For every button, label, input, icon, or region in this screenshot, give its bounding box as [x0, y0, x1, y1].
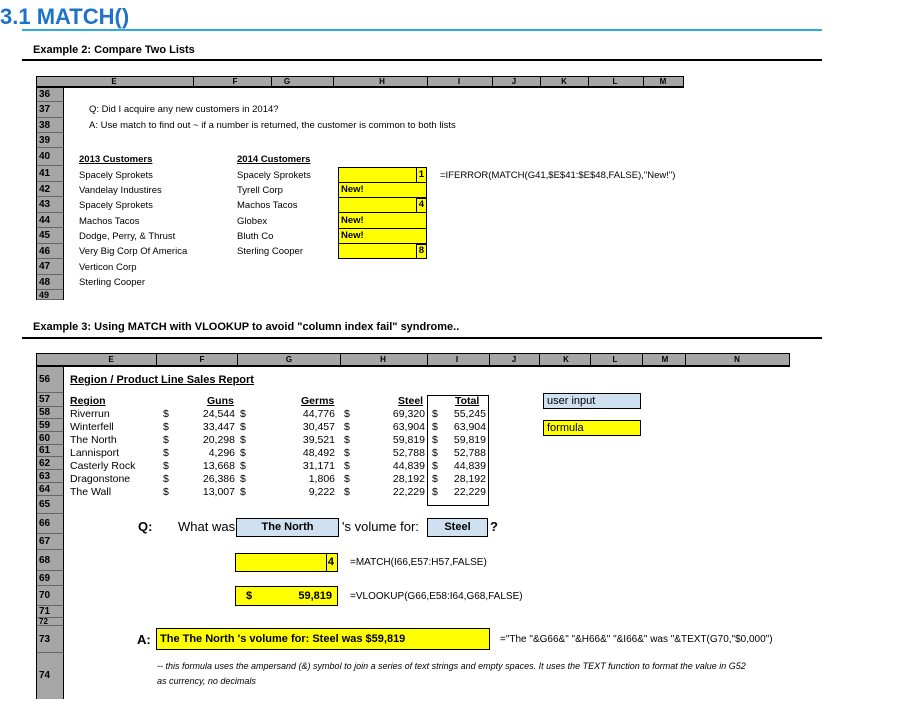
row-number: 47	[37, 259, 63, 275]
col-header-j: J	[511, 77, 517, 86]
total-cell: 59,819	[453, 434, 486, 446]
question-mid-text: 's volume for:	[342, 519, 419, 534]
region-cell: Dragonstone	[70, 473, 131, 485]
currency-symbol: $	[163, 473, 169, 485]
question-text: What was	[178, 519, 236, 534]
product-input[interactable]: Steel	[427, 518, 488, 537]
match-result-cell-i43	[416, 198, 427, 213]
currency-symbol: $	[344, 486, 350, 498]
match-result: New!	[341, 184, 364, 195]
col-header-k: K	[563, 355, 569, 364]
customer-2014: Spacely Sprokets	[237, 170, 311, 181]
example-3-rule	[22, 337, 822, 339]
germs-cell: 1,806	[308, 473, 335, 485]
match-results	[338, 167, 427, 259]
currency-symbol: $	[240, 460, 246, 472]
legend-user-input: user input	[543, 393, 641, 409]
row-number: 42	[37, 182, 63, 197]
customer-2013: Dodge, Perry, & Thrust	[79, 231, 176, 242]
germs-cell: 48,492	[302, 447, 335, 459]
ex2-row-header	[36, 88, 64, 300]
currency-symbol: $	[240, 421, 246, 433]
legend-formula: formula	[543, 420, 641, 436]
row-number: 46	[37, 244, 63, 259]
match-result: 4	[418, 199, 424, 210]
vlookup-result-value: 59,819	[298, 590, 332, 602]
currency-symbol: $	[163, 408, 169, 420]
currency-symbol: $	[163, 486, 169, 498]
ex2-column-header	[36, 76, 684, 88]
col-header-f: F	[199, 355, 205, 364]
ex2-question: Q: Did I acquire any new customers in 2014?	[89, 104, 279, 115]
guns-cell: 4,296	[208, 447, 235, 459]
currency-symbol: $	[432, 486, 438, 498]
row-number: 69	[37, 571, 63, 586]
row-number: 38	[37, 118, 63, 133]
header-steel: Steel	[398, 395, 424, 407]
note-line-2: as currency, no decimals	[157, 676, 256, 686]
steel-cell: 28,192	[392, 473, 425, 485]
col-header-l: L	[612, 77, 618, 86]
customer-2013: Spacely Sprokets	[79, 170, 153, 181]
region-cell: Lannisport	[70, 447, 120, 459]
page-title: 3.1 MATCH()	[0, 4, 130, 29]
example-2-rule	[22, 59, 822, 61]
currency-symbol: $	[240, 434, 246, 446]
currency-symbol: $	[240, 447, 246, 459]
row-number: 57	[37, 393, 63, 407]
currency-symbol: $	[163, 421, 169, 433]
row-number: 36	[37, 88, 63, 102]
col-header-l: L	[612, 355, 618, 364]
match-result-cell-border	[326, 553, 338, 572]
row-number: 45	[37, 228, 63, 244]
row-number: 73	[37, 626, 63, 653]
steel-cell: 59,819	[392, 434, 425, 446]
total-cell: 28,192	[453, 473, 486, 485]
steel-cell: 69,320	[392, 408, 425, 420]
total-cell: 22,229	[453, 486, 486, 498]
row-number: 74	[39, 670, 51, 681]
row-number: 58	[37, 407, 63, 419]
row-number: 41	[37, 166, 63, 182]
row-number: 72	[37, 618, 63, 626]
question-mark: ?	[490, 519, 498, 534]
currency-symbol: $	[432, 473, 438, 485]
col-header-g: G	[283, 77, 291, 86]
row-number: 59	[37, 419, 63, 432]
region-cell: The North	[70, 434, 117, 446]
customer-2013: Machos Tacos	[79, 216, 140, 227]
customer-2013: Vandelay Industires	[79, 185, 162, 196]
currency-symbol: $	[344, 408, 350, 420]
match-result: New!	[341, 230, 364, 241]
col-header-e: E	[108, 355, 114, 364]
guns-cell: 20,298	[202, 434, 235, 446]
customer-2014: Tyrell Corp	[237, 185, 283, 196]
header-germs: Germs	[301, 395, 335, 407]
germs-cell: 9,222	[308, 486, 335, 498]
ex3-row-header	[36, 367, 64, 699]
row-number: 66	[37, 514, 63, 534]
total-cell: 44,839	[453, 460, 486, 472]
row-number: 64	[37, 483, 63, 496]
currency-symbol: $	[163, 434, 169, 446]
currency-symbol: $	[344, 421, 350, 433]
col-header-n: N	[734, 355, 740, 364]
answer-result-cell: The The North 's volume for: Steel was $59,819	[156, 628, 490, 650]
example-3-heading: Example 3: Using MATCH with VLOOKUP to avoid "column index fail" syndrome..	[33, 321, 460, 333]
guns-cell: 13,668	[202, 460, 235, 472]
ex2-answer: A: Use match to find out ~ if a number is returned, the customer is common to both lists	[89, 120, 456, 131]
currency-symbol: $	[240, 408, 246, 420]
row-number: 37	[37, 102, 63, 118]
match-result-cell-i46	[416, 244, 427, 259]
guns-cell: 13,007	[202, 486, 235, 498]
region-cell: The Wall	[70, 486, 112, 498]
currency-symbol: $	[432, 434, 438, 446]
customer-2014: Globex	[237, 216, 268, 227]
col-header-e: E	[111, 77, 117, 86]
region-cell: Casterly Rock	[70, 460, 136, 472]
vlookup-currency-symbol: $	[246, 590, 253, 602]
customer-2013: Spacely Sprokets	[79, 200, 153, 211]
col-header-g: G	[285, 355, 293, 364]
steel-cell: 44,839	[392, 460, 425, 472]
row-number: 63	[37, 470, 63, 483]
title-underline	[22, 29, 822, 31]
row-number: 62	[37, 457, 63, 470]
answer-formula: ="The "&G66&" "&H66&" "&I66&" was "&TEXT(G70,"$0,000")	[500, 634, 773, 645]
row-number: 39	[37, 133, 63, 148]
guns-cell: 24,544	[202, 408, 235, 420]
steel-cell: 63,904	[392, 421, 425, 433]
row-number: 48	[37, 275, 63, 290]
customer-2013: Verticon Corp	[79, 262, 137, 273]
customer-2013: Sterling Cooper	[79, 277, 146, 288]
question-label: Q:	[138, 519, 153, 534]
report-title: Region / Product Line Sales Report	[70, 374, 254, 386]
row-number: 68	[37, 550, 63, 571]
row-number: 40	[37, 148, 63, 166]
total-cell: 63,904	[453, 421, 486, 433]
match-result: 1	[418, 169, 424, 180]
currency-symbol: $	[432, 421, 438, 433]
row-number: 65	[37, 496, 63, 514]
currency-symbol: $	[240, 486, 246, 498]
customer-2014: Bluth Co	[237, 231, 274, 242]
currency-symbol: $	[344, 434, 350, 446]
currency-symbol: $	[163, 447, 169, 459]
vlookup-result-cell	[235, 586, 338, 606]
col-header-m: M	[659, 77, 667, 86]
ex3-column-header	[36, 353, 790, 367]
col-header-h: H	[380, 355, 386, 364]
currency-symbol: $	[344, 473, 350, 485]
region-cell: Riverrun	[70, 408, 110, 420]
germs-cell: 44,776	[302, 408, 335, 420]
currency-symbol: $	[432, 447, 438, 459]
currency-symbol: $	[344, 460, 350, 472]
vlookup-formula: =VLOOKUP(G66,E58:I64,G68,FALSE)	[350, 591, 523, 602]
row-number: 70	[37, 586, 63, 606]
col-header-j: J	[511, 355, 517, 364]
steel-cell: 52,788	[392, 447, 425, 459]
row-number: 60	[37, 432, 63, 445]
row-number: 49	[37, 290, 63, 300]
guns-cell: 33,447	[202, 421, 235, 433]
ex2-formula: =IFERROR(MATCH(G41,$E$41:$E$48,FALSE),"New!")	[440, 170, 676, 181]
currency-symbol: $	[432, 408, 438, 420]
col-header-m: M	[661, 355, 669, 364]
region-input[interactable]: The North	[236, 518, 339, 537]
example-2-heading: Example 2: Compare Two Lists	[33, 44, 195, 56]
currency-symbol: $	[163, 460, 169, 472]
col-header-i: I	[457, 77, 461, 86]
germs-cell: 30,457	[302, 421, 335, 433]
header-2013-customers: 2013 Customers	[79, 154, 153, 165]
customer-2014: Machos Tacos	[237, 200, 298, 211]
match-result: New!	[341, 215, 364, 226]
row-number: 61	[37, 445, 63, 457]
currency-symbol: $	[344, 447, 350, 459]
col-header-i: I	[455, 355, 459, 364]
col-header-k: K	[561, 77, 567, 86]
row-number: 67	[37, 534, 63, 550]
note-line-1: -- this formula uses the ampersand (&) symbol to join a series of text strings and empty spaces. It uses the TEXT function to format the value in G52	[157, 661, 746, 671]
row-number: 43	[37, 197, 63, 213]
header-guns: Guns	[207, 395, 234, 407]
germs-cell: 31,171	[302, 460, 335, 472]
header-total: Total	[455, 395, 480, 407]
steel-cell: 22,229	[392, 486, 425, 498]
currency-symbol: $	[432, 460, 438, 472]
match-result-cell	[235, 553, 338, 572]
guns-cell: 26,386	[202, 473, 235, 485]
match-result-value: 4	[327, 556, 334, 568]
col-header-h: H	[379, 77, 385, 86]
total-cell: 55,245	[453, 408, 486, 420]
row-number: 56	[37, 367, 63, 393]
currency-symbol: $	[240, 473, 246, 485]
col-header-f: F	[232, 77, 238, 86]
header-region: Region	[70, 395, 106, 407]
region-cell: Winterfell	[70, 421, 114, 433]
customer-2014: Sterling Cooper	[237, 246, 304, 257]
header-2014-customers: 2014 Customers	[237, 154, 311, 165]
answer-label: A:	[137, 632, 151, 647]
germs-cell: 39,521	[302, 434, 335, 446]
row-number: 71	[37, 606, 63, 618]
match-result: 8	[418, 245, 424, 256]
customer-2013: Very Big Corp Of America	[79, 246, 188, 257]
total-cell: 52,788	[453, 447, 486, 459]
row-number: 44	[37, 213, 63, 228]
match-formula: =MATCH(I66,E57:H57,FALSE)	[350, 557, 487, 568]
match-result-cell-i41	[416, 167, 427, 183]
